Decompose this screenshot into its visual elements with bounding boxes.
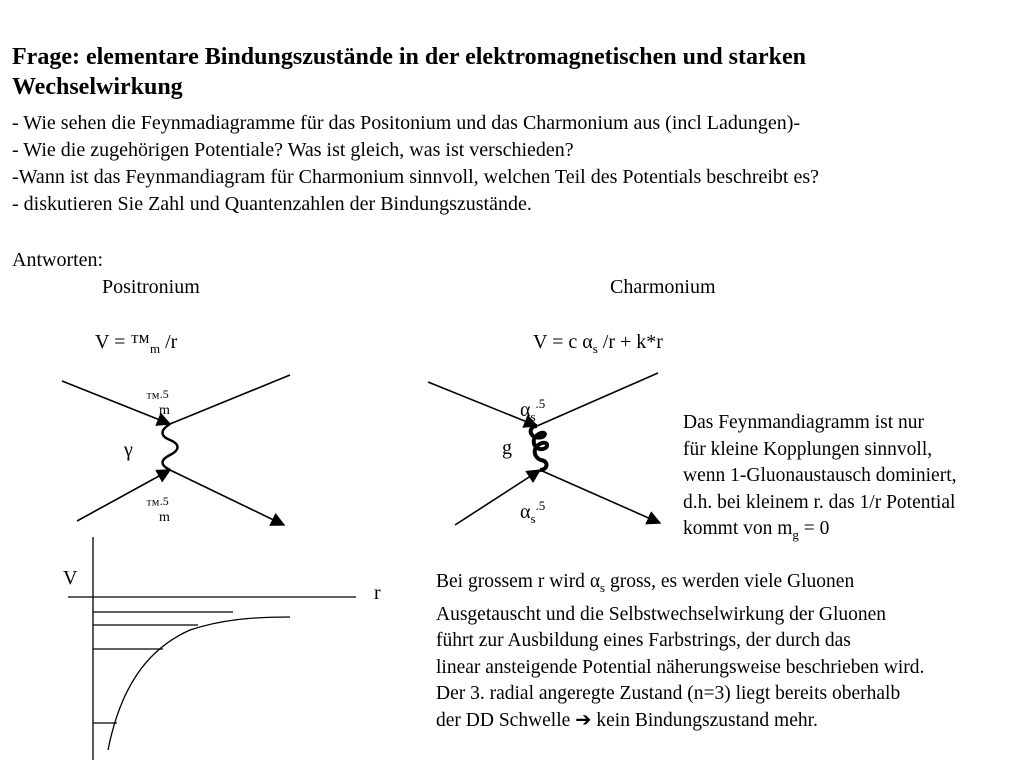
gluon-curly-line — [531, 426, 547, 470]
photon-label: γ — [124, 439, 133, 461]
question-2: - Wie die zugehörigen Potentiale? Was ist gleich, was ist verschieden? — [12, 139, 574, 161]
feynman-note-line-1: Das Feynmandiagramm ist nur — [683, 412, 924, 433]
vertex-coupling-bottom — [146, 493, 170, 526]
coupling-symbol: ™ — [146, 498, 160, 513]
answers-label: Antworten: — [12, 249, 104, 271]
vertex-coupling-top — [146, 386, 170, 419]
coupling-subscript: m — [159, 403, 170, 418]
mg-rest: = 0 — [798, 518, 830, 539]
question-3: -Wann ist das Feynmandiagram für Charmonium sinnvoll, welchen Teil des Potentials beschreibt es? — [12, 166, 820, 188]
alpha-symbol: α — [520, 501, 531, 523]
gluon-label: g — [502, 437, 512, 459]
alpha-exponent: .5 — [535, 498, 546, 513]
alpha-symbol: α — [520, 399, 531, 421]
feynman-note-line-2: für kleine Kopplungen sinnvoll, — [683, 438, 933, 460]
alpha-subscript: s — [530, 511, 536, 526]
explanation-line-5: Der 3. radial angeregte Zustand (n=3) liegt bereits oberhalb — [436, 683, 901, 704]
coupling-subscript: m — [149, 341, 161, 356]
potential-v: V = — [95, 331, 131, 353]
explanation-line-2: Ausgetauscht und die Selbstwechselwirkung der Gluonen — [436, 603, 887, 625]
potential-curve — [108, 617, 290, 750]
explanation-line-4: linear ansteigende Potential näherungsweise beschrieben wird. — [436, 656, 925, 678]
alpha-vertex-top — [520, 392, 545, 429]
feynman-note — [683, 410, 957, 549]
title-line-2: Wechselwirkung — [12, 74, 183, 100]
alpha-symbol: α — [589, 571, 601, 592]
feynman-note-line-5: kommt von $m_g = 0$ — [683, 518, 830, 542]
feynman-note-line-4: d.h. bei kleinem r. das 1/r Potential — [683, 491, 956, 513]
alpha-exponent: .5 — [535, 396, 546, 411]
alpha-vertex-bottom — [520, 494, 545, 531]
right-arrow-icon: ➔ — [575, 709, 592, 731]
explanation-line-6: der DD Schwelle ➔ kein Bindungszustand mehr. — [436, 709, 818, 731]
mg-subscript: g — [792, 527, 799, 542]
alpha-subscript: s — [592, 341, 598, 356]
question-1: - Wie sehen die Feynmadiagramme für das Positonium und das Charmonium aus (incl Ladungen)- — [12, 112, 801, 134]
charmonium-heading: Charmonium — [610, 276, 716, 298]
alpha-subscript: s — [600, 580, 606, 595]
potential-rest: /r + k*r — [597, 331, 663, 353]
electron-line-bottom-right — [170, 470, 284, 525]
coupling-symbol: ™ — [130, 331, 150, 353]
positronium-heading: Positronium — [102, 276, 200, 298]
plot-r-label: r — [374, 582, 381, 604]
explanation-line-3: führt zur Ausbildung eines Farbstrings, der durch das — [436, 630, 851, 651]
potential-plot — [68, 537, 356, 760]
quark-line-bottom-right — [540, 470, 660, 523]
positronium-feynman-diagram — [62, 375, 290, 525]
coupling-exponent: .5 — [159, 494, 169, 508]
coupling-subscript: m — [159, 510, 170, 525]
electron-line-top-right — [170, 375, 290, 424]
explanation-line-1: Bei grossem r wird $\alpha_s$ gross, es werden viele Gluonen — [436, 571, 855, 595]
question-4: - diskutieren Sie Zahl und Quantenzahlen der Bindungszustände. — [12, 193, 532, 215]
coupling-symbol: ™ — [146, 391, 160, 406]
potential-rest: /r — [160, 331, 178, 353]
photon-wavy-line — [163, 424, 178, 470]
alpha-symbol: α — [582, 331, 593, 353]
title-line-1: Frage: elementare Bindungszustände in der elektromagnetischen und starken — [12, 44, 807, 70]
plot-v-label: V — [63, 567, 78, 589]
coupling-exponent: .5 — [159, 387, 169, 401]
quark-line-top-right — [537, 373, 658, 426]
explanation-paragraph — [436, 569, 924, 734]
alpha-subscript: s — [530, 409, 536, 424]
feynman-note-line-3: wenn 1-Gluonaustausch dominiert, — [683, 465, 957, 486]
potential-pre: V = c — [533, 331, 583, 353]
